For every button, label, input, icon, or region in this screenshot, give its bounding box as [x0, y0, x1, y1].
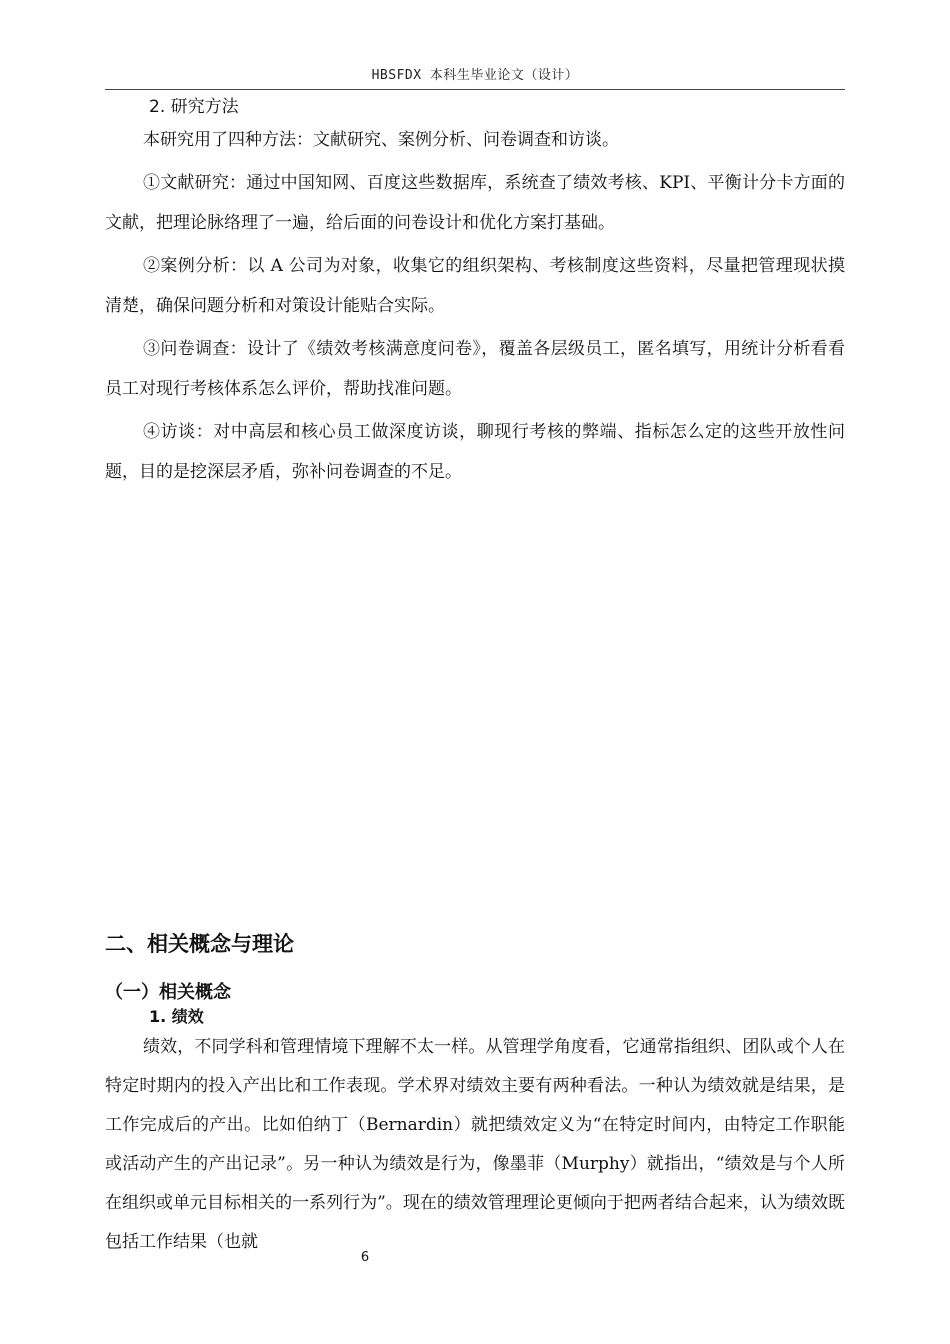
- section-title: （一）相关概念: [105, 982, 231, 1003]
- performance-paragraph: 绩效，不同学科和管理情境下理解不太一样。从管理学角度看，它通常指组织、团队或个人在特定时期内的投入产出比和工作表现。学术界对绩效主要有两种看法。一种认为绩效就是结果，是工作完成后的产出。比如伯纳丁（Bernardin）就把绩效定义为“在特定时间内，由特定工作职能或活动产生的产出记录”。另一种认为绩效是行为，像墨菲（Murphy）就指出，“绩效是与个人所在组织或单元目标相关的一系列行为”。现在的绩效管理理论更倾向于把两者结合起来，认为绩效既包括工作结果（也就: [105, 1037, 845, 1252]
- page-header: HBSFDX 本科生毕业论文（设计）: [371, 68, 579, 83]
- chapter-title: 二、相关概念与理论: [105, 932, 294, 956]
- methods-section: [105, 94, 845, 495]
- methods-heading: 2. 研究方法: [149, 97, 239, 117]
- subsection-title: 1. 绩效: [149, 1007, 204, 1026]
- methods-paragraph: ④访谈：对中高层和核心员工做深度访谈，聊现行考核的弊端、指标怎么定的这些开放性问题，目的是挖深层矛盾，弥补问卷调查的不足。: [105, 422, 845, 482]
- methods-paragraph: ①文献研究：通过中国知网、百度这些数据库，系统查了绩效考核、KPI、平衡计分卡方面的文献，把理论脉络理了一遍，给后面的问卷设计和优化方案打基础。: [105, 173, 845, 233]
- methods-paragraph: ③问卷调查：设计了《绩效考核满意度问卷》，覆盖各层级员工，匿名填写，用统计分析看看员工对现行考核体系怎么评价，帮助找准问题。: [105, 339, 845, 399]
- methods-paragraph: ②案例分析：以 A 公司为对象，收集它的组织架构、考核制度这些资料，尽量把管理现状摸清楚，确保问题分析和对策设计能贴合实际。: [105, 256, 845, 316]
- performance-section: [105, 1028, 845, 1262]
- page-number: 6: [360, 1250, 370, 1265]
- header-divider: [105, 89, 845, 90]
- methods-paragraph: 本研究用了四种方法：文献研究、案例分析、问卷调查和访谈。: [143, 130, 619, 150]
